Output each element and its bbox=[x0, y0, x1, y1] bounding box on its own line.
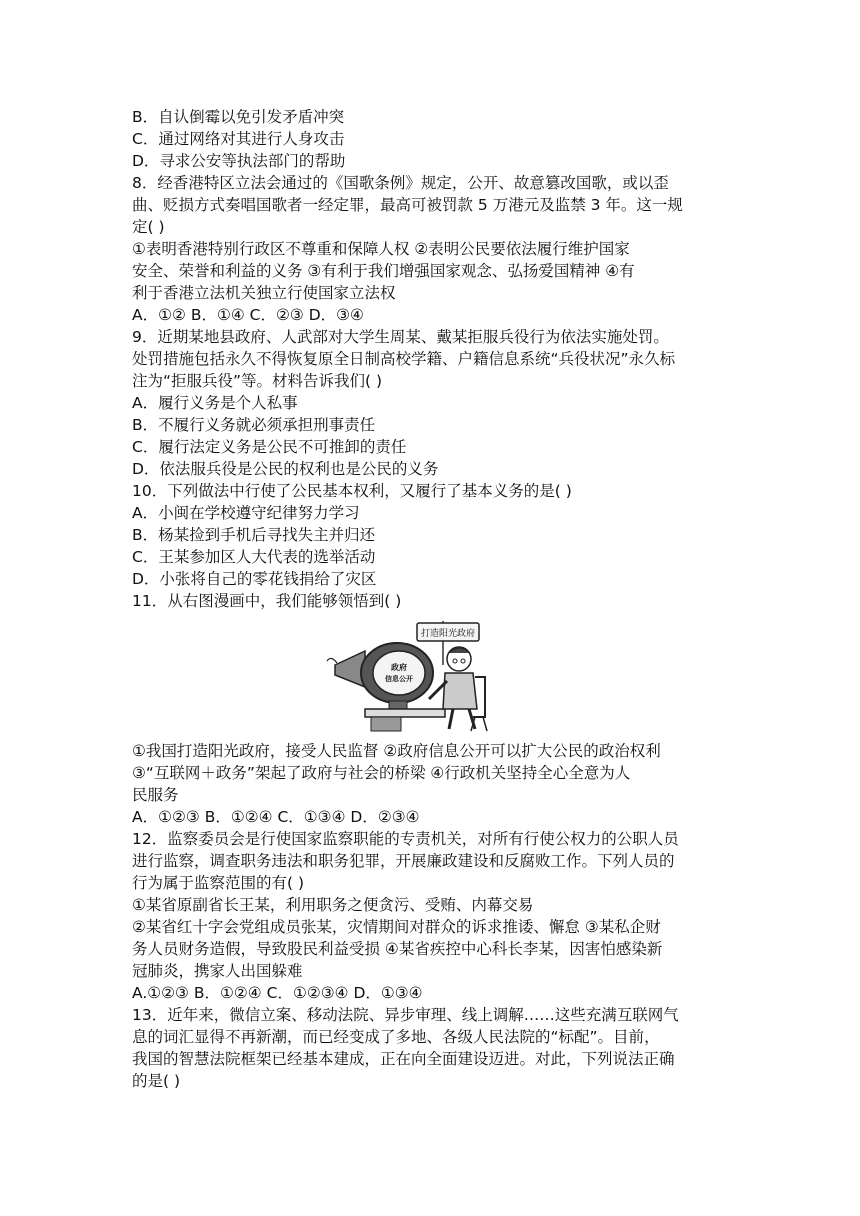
desk bbox=[365, 709, 445, 717]
text-line: 冠肺炎，携家人出国躲难 bbox=[132, 962, 303, 980]
text-line: ①表明香港特别行政区不尊重和保障人权 ②表明公民要依法履行维护国家 bbox=[132, 240, 630, 258]
text-line: 务人员财务造假，导致股民利益受损 ④某省疾控中心科长李某，因害怕感染新 bbox=[132, 940, 663, 958]
text-line: 的是( ) bbox=[132, 1072, 181, 1090]
text-line: 13．近年来，微信立案、移动法院、异步审理、线上调解……这些充满互联网气 bbox=[132, 1006, 679, 1024]
text-line: 处罚措施包括永久不得恢复原全日制高校学籍、户籍信息系统“兵役状况”永久标 bbox=[132, 350, 676, 368]
text-line: A．①② B．①④ C．②③ D．③④ bbox=[132, 306, 364, 324]
text-line: 息的词汇显得不再新潮，而已经变成了多地、各级人民法院的“标配”。目前， bbox=[132, 1028, 660, 1046]
text-line: 11．从右图漫画中，我们能够领悟到( ) bbox=[132, 592, 402, 610]
text-line: C．通过网络对其进行人身攻击 bbox=[132, 130, 345, 148]
text-line: ③“互联网＋政务”架起了政府与社会的桥梁 ④行政机关坚持全心全意为人 bbox=[132, 764, 631, 782]
text-line: ①我国打造阳光政府，接受人民监督 ②政府信息公开可以扩大公民的政治权利 bbox=[132, 742, 661, 760]
banner-text: 打造阳光政府 bbox=[420, 629, 476, 639]
text-line: D．依法服兵役是公民的权利也是公民的义务 bbox=[132, 460, 439, 478]
text-line: 12．监察委员会是行使国家监察职能的专责机关，对所有行使公权力的公职人员 bbox=[132, 830, 679, 848]
text-line: B．杨某捡到手机后寻找失主并归还 bbox=[132, 526, 376, 544]
computer-case bbox=[371, 717, 401, 731]
text-line: C．履行法定义务是公民不可推卸的责任 bbox=[132, 438, 407, 456]
text-line: B．不履行义务就必须承担刑事责任 bbox=[132, 416, 376, 434]
text-line: 利于香港立法机关独立行使国家立法权 bbox=[132, 284, 396, 302]
person-body bbox=[443, 673, 477, 709]
text-line: 安全、荣誉和利益的义务 ③有利于我们增强国家观念、弘扬爱国精神 ④有 bbox=[132, 262, 635, 280]
text-line: A.①②③ B．①②④ C．①②③④ D．①③④ bbox=[132, 984, 423, 1002]
text-line: A．小闽在学校遵守纪律努力学习 bbox=[132, 504, 360, 522]
text-line: 8．经香港特区立法会通过的《国歌条例》规定，公开、故意篡改国歌，或以歪 bbox=[132, 174, 669, 192]
text-line: A．履行义务是个人私事 bbox=[132, 394, 298, 412]
text-line: 9．近期某地县政府、人武部对大学生周某、戴某拒服兵役行为依法实施处罚。 bbox=[132, 328, 669, 346]
text-line: 我国的智慧法院框架已经基本建成，正在向全面建设迈进。对此，下列说法正确 bbox=[132, 1050, 675, 1068]
text-line: D．小张将自己的零花钱捐给了灾区 bbox=[132, 570, 377, 588]
text-line: 定( ) bbox=[132, 218, 165, 236]
text-line: D．寻求公安等执法部门的帮助 bbox=[132, 152, 346, 170]
text-line: B．自认倒霉以免引发矛盾冲突 bbox=[132, 108, 345, 126]
text-line: 10．下列做法中行使了公民基本权利，又履行了基本义务的是( ) bbox=[132, 482, 572, 500]
cartoon-government-info-illustration bbox=[325, 617, 495, 733]
text-line: 曲、贬损方式奏唱国歌者一经定罪，最高可被罚款 5 万港元及监禁 3 年。这一规 bbox=[132, 196, 683, 214]
screen-text-1: 政府 bbox=[391, 663, 407, 672]
text-line: 进行监察，调查职务违法和职务犯罪，开展廉政建设和反腐败工作。下列人员的 bbox=[132, 852, 675, 870]
text-line: ①某省原副省长王某，利用职务之便贪污、受贿、内幕交易 bbox=[132, 896, 534, 914]
text-line: 注为“拒服兵役”等。材料告诉我们( ) bbox=[132, 372, 383, 390]
text-line: A．①②③ B．①②④ C．①③④ D．②③④ bbox=[132, 808, 420, 826]
monitor-screen bbox=[373, 651, 425, 695]
text-line: 民服务 bbox=[132, 786, 179, 804]
text-line: C．王某参加区人大代表的选举活动 bbox=[132, 548, 376, 566]
text-line: ②某省红十字会党组成员张某，灾情期间对群众的诉求推诿、懈怠 ③某私企财 bbox=[132, 918, 661, 936]
screen-text-2: 信息公开 bbox=[385, 675, 413, 683]
text-line: 行为属于监察范围的有( ) bbox=[132, 874, 305, 892]
